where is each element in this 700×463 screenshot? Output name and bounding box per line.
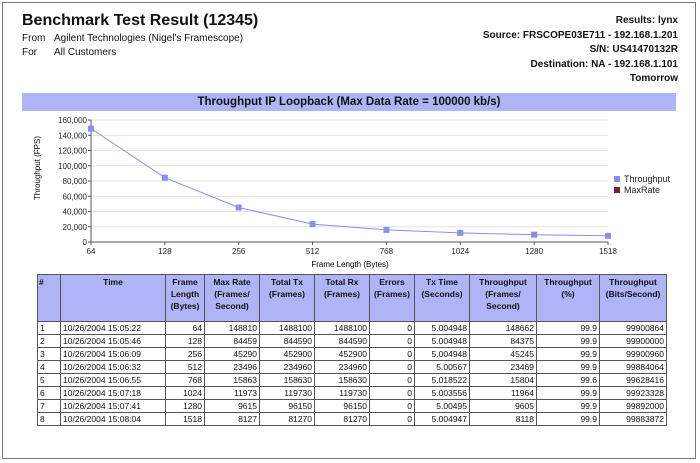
cell-pct: 99.9 [537, 400, 600, 413]
cell-tput: 9605 [470, 400, 537, 413]
x-tick-label: 1280 [525, 247, 544, 256]
from-value: Agilent Technologies (Nigel's Framescope) [54, 33, 244, 44]
cell-flen: 1280 [166, 400, 205, 413]
cell-tx: 452900 [260, 348, 315, 361]
from-row [22, 33, 243, 44]
chart-title: Throughput IP Loopback (Max Data Rate = 100000 kb/s) [22, 93, 676, 111]
cell-bps: 99900960 [600, 348, 667, 361]
cell-bps: 99900000 [600, 335, 667, 348]
cell-flen: 1518 [166, 413, 205, 426]
cell-time: 10/26/2004 15:07:18 [61, 387, 166, 400]
header-bps: Throughput (Bits/Second) [600, 275, 667, 322]
table-row [38, 374, 667, 387]
throughput-series-line [91, 129, 608, 236]
cell-pct: 99.9 [537, 387, 600, 400]
chart-legend [614, 174, 671, 195]
table-row [38, 400, 667, 413]
table-row [38, 387, 667, 400]
cell-txtime: 5.00567 [415, 361, 470, 374]
cell-idx: 2 [38, 335, 61, 348]
header-err: Errors (Frames) [370, 275, 415, 322]
cell-pct: 99.9 [537, 322, 600, 335]
cell-maxrate: 8127 [205, 413, 260, 426]
for-value: All Customers [54, 47, 117, 58]
y-axis-label: Throughput (FPS) [33, 135, 42, 201]
x-tick-label: 256 [232, 247, 246, 256]
report-title: Benchmark Test Result (12345) [22, 12, 259, 29]
for-label: For [22, 47, 37, 58]
cell-idx: 3 [38, 348, 61, 361]
cell-maxrate: 84459 [205, 335, 260, 348]
cell-tx: 81270 [260, 413, 315, 426]
sn-line: S/N: US41470132R [589, 44, 678, 55]
cell-tput: 45245 [470, 348, 537, 361]
destination-line: Destination: NA - 192.168.1.101 [530, 58, 678, 70]
cell-time: 10/26/2004 15:06:09 [61, 348, 166, 361]
y-tick-label: 120,000 [58, 146, 87, 156]
cell-bps: 99900864 [600, 322, 667, 335]
cell-bps: 99923328 [600, 387, 667, 400]
cell-tx: 119730 [260, 387, 315, 400]
cell-tx: 234960 [260, 361, 315, 374]
cell-err: 0 [370, 322, 415, 335]
cell-maxrate: 15863 [205, 374, 260, 387]
header-txtime: Tx Time (Seconds) [415, 275, 470, 322]
cell-flen: 1024 [166, 387, 205, 400]
cell-txtime: 5.018522 [415, 374, 470, 387]
for-row [22, 47, 116, 58]
header-tput: Throughput (Frames/ Second) [470, 275, 537, 322]
cell-pct: 99.9 [537, 348, 600, 361]
cell-flen: 512 [166, 361, 205, 374]
throughput-chart [0, 112, 700, 272]
legend-label-throughput: Throughput [624, 174, 671, 184]
x-tick-label: 768 [379, 247, 394, 256]
cell-idx: 1 [38, 322, 61, 335]
cell-maxrate: 11973 [205, 387, 260, 400]
x-tick-label: 64 [86, 247, 96, 256]
cell-time: 10/26/2004 15:05:46 [61, 335, 166, 348]
cell-txtime: 5.00495 [415, 400, 470, 413]
cell-tx: 844590 [260, 335, 315, 348]
y-tick-label: 20,000 [62, 222, 87, 232]
cell-rx: 234960 [315, 361, 370, 374]
cell-txtime: 5.003556 [415, 387, 470, 400]
cell-time: 10/26/2004 15:06:55 [61, 374, 166, 387]
cell-maxrate: 45290 [205, 348, 260, 361]
table-row [38, 361, 667, 374]
header-maxrate: Max Rate (Frames/ Second) [205, 275, 260, 322]
cell-err: 0 [370, 335, 415, 348]
cell-rx: 158630 [315, 374, 370, 387]
source-line: Source: FRSCOPE03E711 - 192.168.1.201 [482, 29, 678, 41]
header-flen: Frame Length (Bytes) [166, 275, 205, 322]
cell-tput: 84375 [470, 335, 537, 348]
cell-flen: 64 [166, 322, 205, 335]
y-tick-label: 60,000 [62, 192, 87, 202]
cell-flen: 128 [166, 335, 205, 348]
cell-err: 0 [370, 400, 415, 413]
cell-err: 0 [370, 374, 415, 387]
cell-idx: 8 [38, 413, 61, 426]
cell-rx: 452900 [315, 348, 370, 361]
y-tick-label: 100,000 [58, 161, 87, 171]
cell-tput: 23469 [470, 361, 537, 374]
x-tick-label: 1024 [451, 247, 470, 256]
cell-err: 0 [370, 387, 415, 400]
y-tick-label: 140,000 [58, 131, 87, 141]
cell-bps: 99883872 [600, 413, 667, 426]
cell-txtime: 5.004948 [415, 348, 470, 361]
throughput-data-point [531, 232, 537, 238]
cell-bps: 99892000 [600, 400, 667, 413]
throughput-data-point [88, 126, 94, 132]
cell-pct: 99.9 [537, 335, 600, 348]
throughput-data-point [457, 230, 463, 236]
throughput-data-point [162, 175, 168, 181]
cell-tx: 96150 [260, 400, 315, 413]
schedule-line: Tomorrow [629, 73, 678, 84]
cell-rx: 81270 [315, 413, 370, 426]
header-rx: Total Rx (Frames) [315, 275, 370, 322]
cell-time: 10/26/2004 15:05:22 [61, 322, 166, 335]
cell-tput: 148662 [470, 322, 537, 335]
from-label: From [22, 33, 46, 44]
cell-tput: 11964 [470, 387, 537, 400]
x-axis-label: Frame Length (Bytes) [311, 260, 389, 269]
legend-swatch-throughput [614, 176, 620, 182]
throughput-data-point [383, 227, 389, 233]
header-idx: # [38, 275, 61, 322]
cell-tx: 158630 [260, 374, 315, 387]
cell-txtime: 5.004947 [415, 413, 470, 426]
table-row [38, 335, 667, 348]
cell-tx: 1488100 [260, 322, 315, 335]
x-tick-label: 512 [305, 247, 320, 256]
legend-swatch-maxrate [614, 187, 620, 193]
legend-label-maxrate: MaxRate [624, 185, 661, 195]
cell-rx: 119730 [315, 387, 370, 400]
cell-pct: 99.9 [537, 361, 600, 374]
throughput-data-point [605, 233, 611, 239]
cell-flen: 256 [166, 348, 205, 361]
cell-maxrate: 148810 [205, 322, 260, 335]
x-tick-label: 1518 [599, 247, 617, 256]
cell-pct: 99.6 [537, 374, 600, 387]
cell-flen: 768 [166, 374, 205, 387]
cell-bps: 99628416 [600, 374, 667, 387]
results-table [37, 274, 667, 426]
cell-tput: 8118 [470, 413, 537, 426]
cell-time: 10/26/2004 15:07:41 [61, 400, 166, 413]
cell-rx: 844590 [315, 335, 370, 348]
header-pct: Throughput (%) [537, 275, 600, 322]
table-row [38, 322, 667, 335]
cell-txtime: 5.004948 [415, 335, 470, 348]
results-line: Results: lynx [615, 15, 678, 26]
cell-rx: 1488100 [315, 322, 370, 335]
report-details [483, 14, 678, 87]
cell-rx: 96150 [315, 400, 370, 413]
cell-err: 0 [370, 413, 415, 426]
throughput-data-point [236, 205, 242, 211]
table-row [38, 348, 667, 361]
cell-txtime: 5.004948 [415, 322, 470, 335]
cell-time: 10/26/2004 15:08:04 [61, 413, 166, 426]
y-tick-label: 80,000 [62, 177, 87, 186]
cell-time: 10/26/2004 15:06:32 [61, 361, 166, 374]
header-tx: Total Tx (Frames) [260, 275, 315, 322]
table-header-row [38, 275, 667, 322]
cell-maxrate: 23496 [205, 361, 260, 374]
y-tick-label: 160,000 [58, 116, 87, 125]
cell-pct: 99.9 [537, 413, 600, 426]
cell-tput: 15804 [470, 374, 537, 387]
cell-idx: 7 [38, 400, 61, 413]
header-time: Time [61, 275, 166, 322]
cell-maxrate: 9615 [205, 400, 260, 413]
y-tick-label: 0 [82, 238, 87, 247]
cell-err: 0 [370, 361, 415, 374]
cell-err: 0 [370, 348, 415, 361]
table-row [38, 413, 667, 426]
x-tick-label: 128 [158, 247, 172, 256]
y-tick-label: 40,000 [62, 207, 87, 217]
cell-idx: 4 [38, 361, 61, 374]
cell-bps: 99884064 [600, 361, 667, 374]
cell-idx: 6 [38, 387, 61, 400]
throughput-data-point [310, 221, 316, 227]
cell-idx: 5 [38, 374, 61, 387]
